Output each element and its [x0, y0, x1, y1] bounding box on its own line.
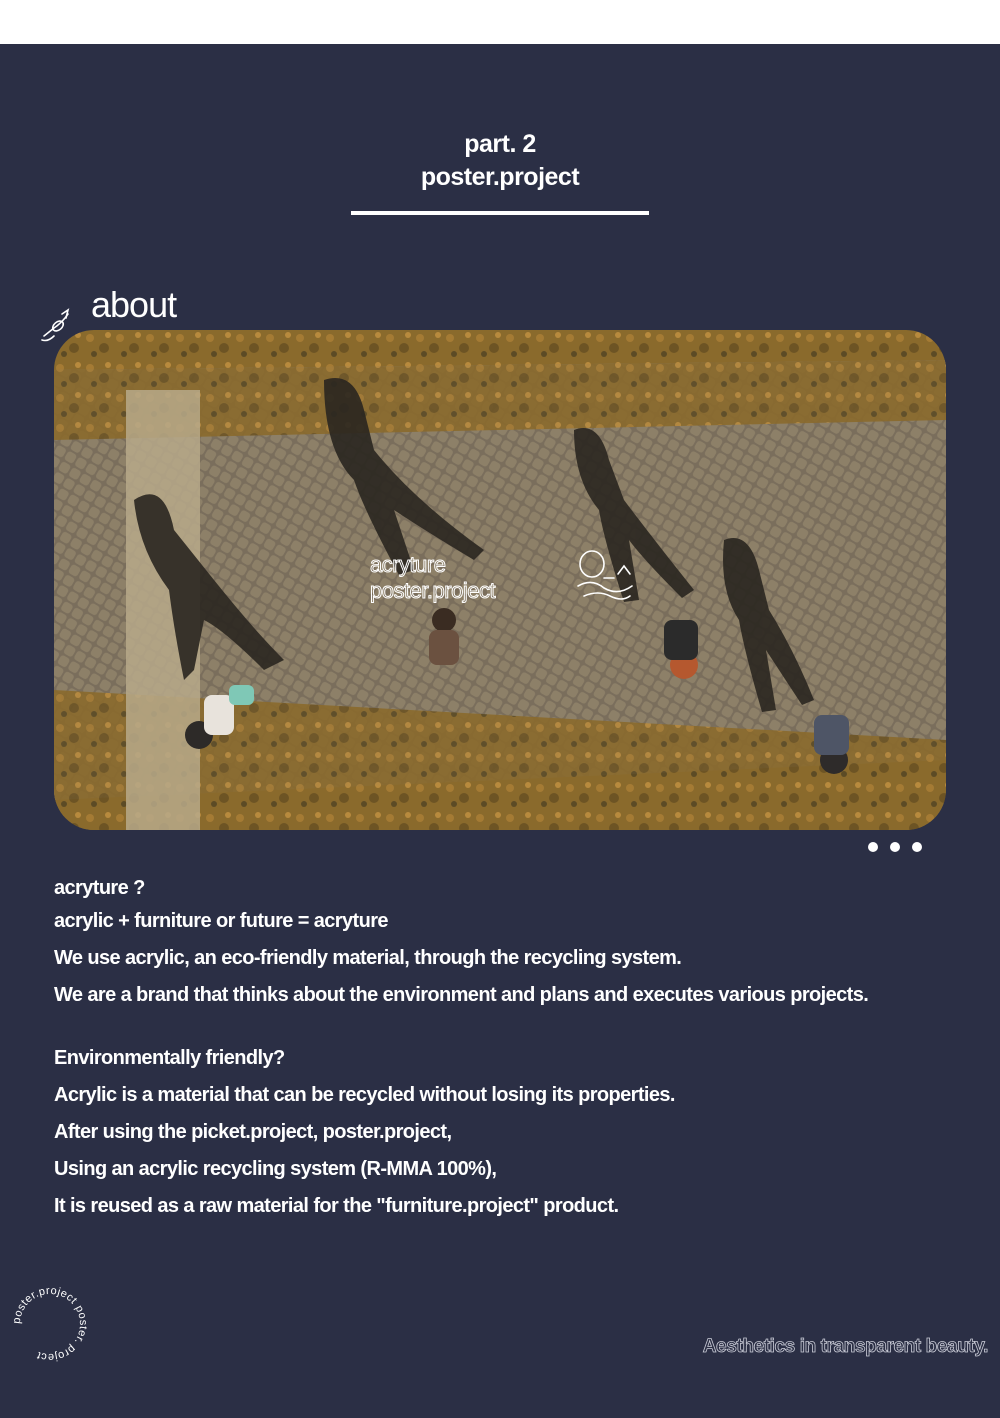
part-label: part. 2: [464, 130, 536, 158]
logo-line-project: poster.project: [370, 578, 496, 603]
hero-photo: [54, 330, 946, 830]
face-wave-icon: [574, 548, 636, 604]
dot: [890, 842, 900, 852]
text-line: It is reused as a raw material for the "furniture.project" product.: [54, 1195, 619, 1217]
text-line: acryture ?: [54, 877, 145, 899]
about-heading: about: [91, 284, 177, 325]
circular-stamp-logo: [10, 1284, 90, 1364]
text-line: Environmentally friendly?: [54, 1047, 285, 1069]
text-line: Using an acrylic recycling system (R-MMA 100%),: [54, 1158, 497, 1180]
logo-line-acryture: acryture: [370, 552, 446, 577]
text-line: acrylic + furniture or future = acryture: [54, 910, 388, 932]
tagline: Aesthetics in transparent beauty.: [702, 1336, 988, 1357]
dot: [868, 842, 878, 852]
svg-text:poster.project poster. project: [11, 1285, 89, 1363]
header-divider: [351, 211, 649, 215]
stamp-text: poster.project poster. project: [10, 1284, 90, 1364]
dot: [912, 842, 922, 852]
text-line: Acrylic is a material that can be recycled without losing its properties.: [54, 1084, 675, 1106]
text-line: After using the picket.project, poster.project,: [54, 1121, 452, 1143]
recycle-hand-icon: [38, 306, 72, 344]
photo-people-shadows: [54, 330, 946, 830]
text-line: We are a brand that thinks about the environment and plans and executes various projects.: [54, 984, 869, 1006]
more-options-dots[interactable]: [868, 842, 922, 852]
project-title: poster.project: [420, 163, 580, 191]
text-line: We use acrylic, an eco-friendly material, through the recycling system.: [54, 947, 682, 969]
